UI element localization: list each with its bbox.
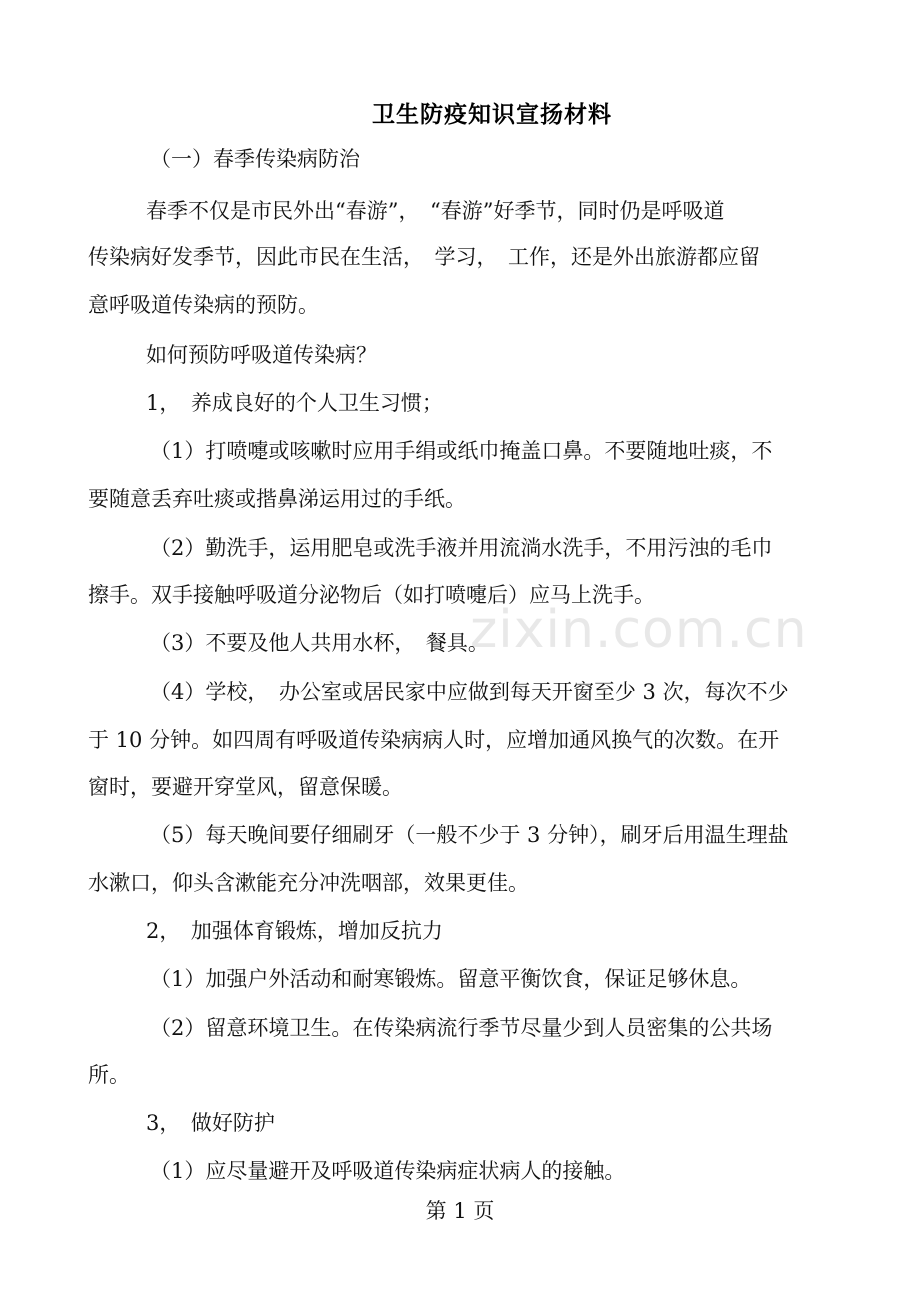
paragraph-line: （3）不要及他人共用水杯， 餐具。 <box>150 631 489 655</box>
section-heading: 1， 养成良好的个人卫生习惯； <box>146 391 443 415</box>
section-heading: 3， 做好防护 <box>146 1111 275 1135</box>
section-heading: 2， 加强体育锻炼，增加反抗力 <box>146 919 443 943</box>
watermark: zixin.com.cn <box>470 600 808 660</box>
paragraph-line: 意呼吸道传染病的预防。 <box>88 293 319 317</box>
paragraph-line: （5）每天晚间要仔细刷牙（一般不少于 3 分钟），刷牙后用温生理盐 <box>150 823 789 847</box>
paragraph-line: 如何预防呼吸道传染病？ <box>146 343 377 367</box>
paragraph-line: 于 10 分钟。如四周有呼吸道传染病病人时，应增加通风换气的次数。在开 <box>88 728 780 752</box>
heading-spring-disease: （一）春季传染病防治 <box>150 147 360 171</box>
paragraph-line: 春季不仅是市民外出“春游”， “春游”好季节，同时仍是呼吸道 <box>146 199 725 223</box>
paragraph-line: 传染病好发季节，因此市民在生活， 学习， 工作，还是外出旅游都应留 <box>88 245 760 269</box>
paragraph-line: 擦手。双手接触呼吸道分泌物后（如打喷嚏后）应马上洗手。 <box>88 583 655 607</box>
paragraph-line: 窗时，要避开穿堂风，留意保暖。 <box>88 775 403 799</box>
paragraph-line: （2）勤洗手，运用肥皂或洗手液并用流淌水洗手，不用污浊的毛巾 <box>150 536 773 560</box>
page-number: 第 1 页 <box>425 1199 495 1223</box>
paragraph-line: 要随意丢弃吐痰或揩鼻涕运用过的手纸。 <box>88 487 466 511</box>
paragraph-line: 水漱口，仰头含漱能充分冲洗咽部，效果更佳。 <box>88 871 529 895</box>
paragraph-line: （1）加强户外活动和耐寒锻炼。留意平衡饮食，保证足够休息。 <box>150 967 752 991</box>
paragraph-line: （2）留意环境卫生。在传染病流行季节尽量少到人员密集的公共场 <box>150 1016 773 1040</box>
paragraph-line: 所。 <box>88 1063 130 1087</box>
paragraph-line: （4）学校， 办公室或居民家中应做到每天开窗至少 3 次，每次不少 <box>150 680 789 704</box>
paragraph-line: （1）应尽量避开及呼吸道传染病症状病人的接触。 <box>150 1159 626 1183</box>
document-title: 卫生防疫知识宣扬材料 <box>372 102 612 128</box>
paragraph-line: （1）打喷嚏或咳嗽时应用手绢或纸巾掩盖口鼻。不要随地吐痰，不 <box>150 439 773 463</box>
